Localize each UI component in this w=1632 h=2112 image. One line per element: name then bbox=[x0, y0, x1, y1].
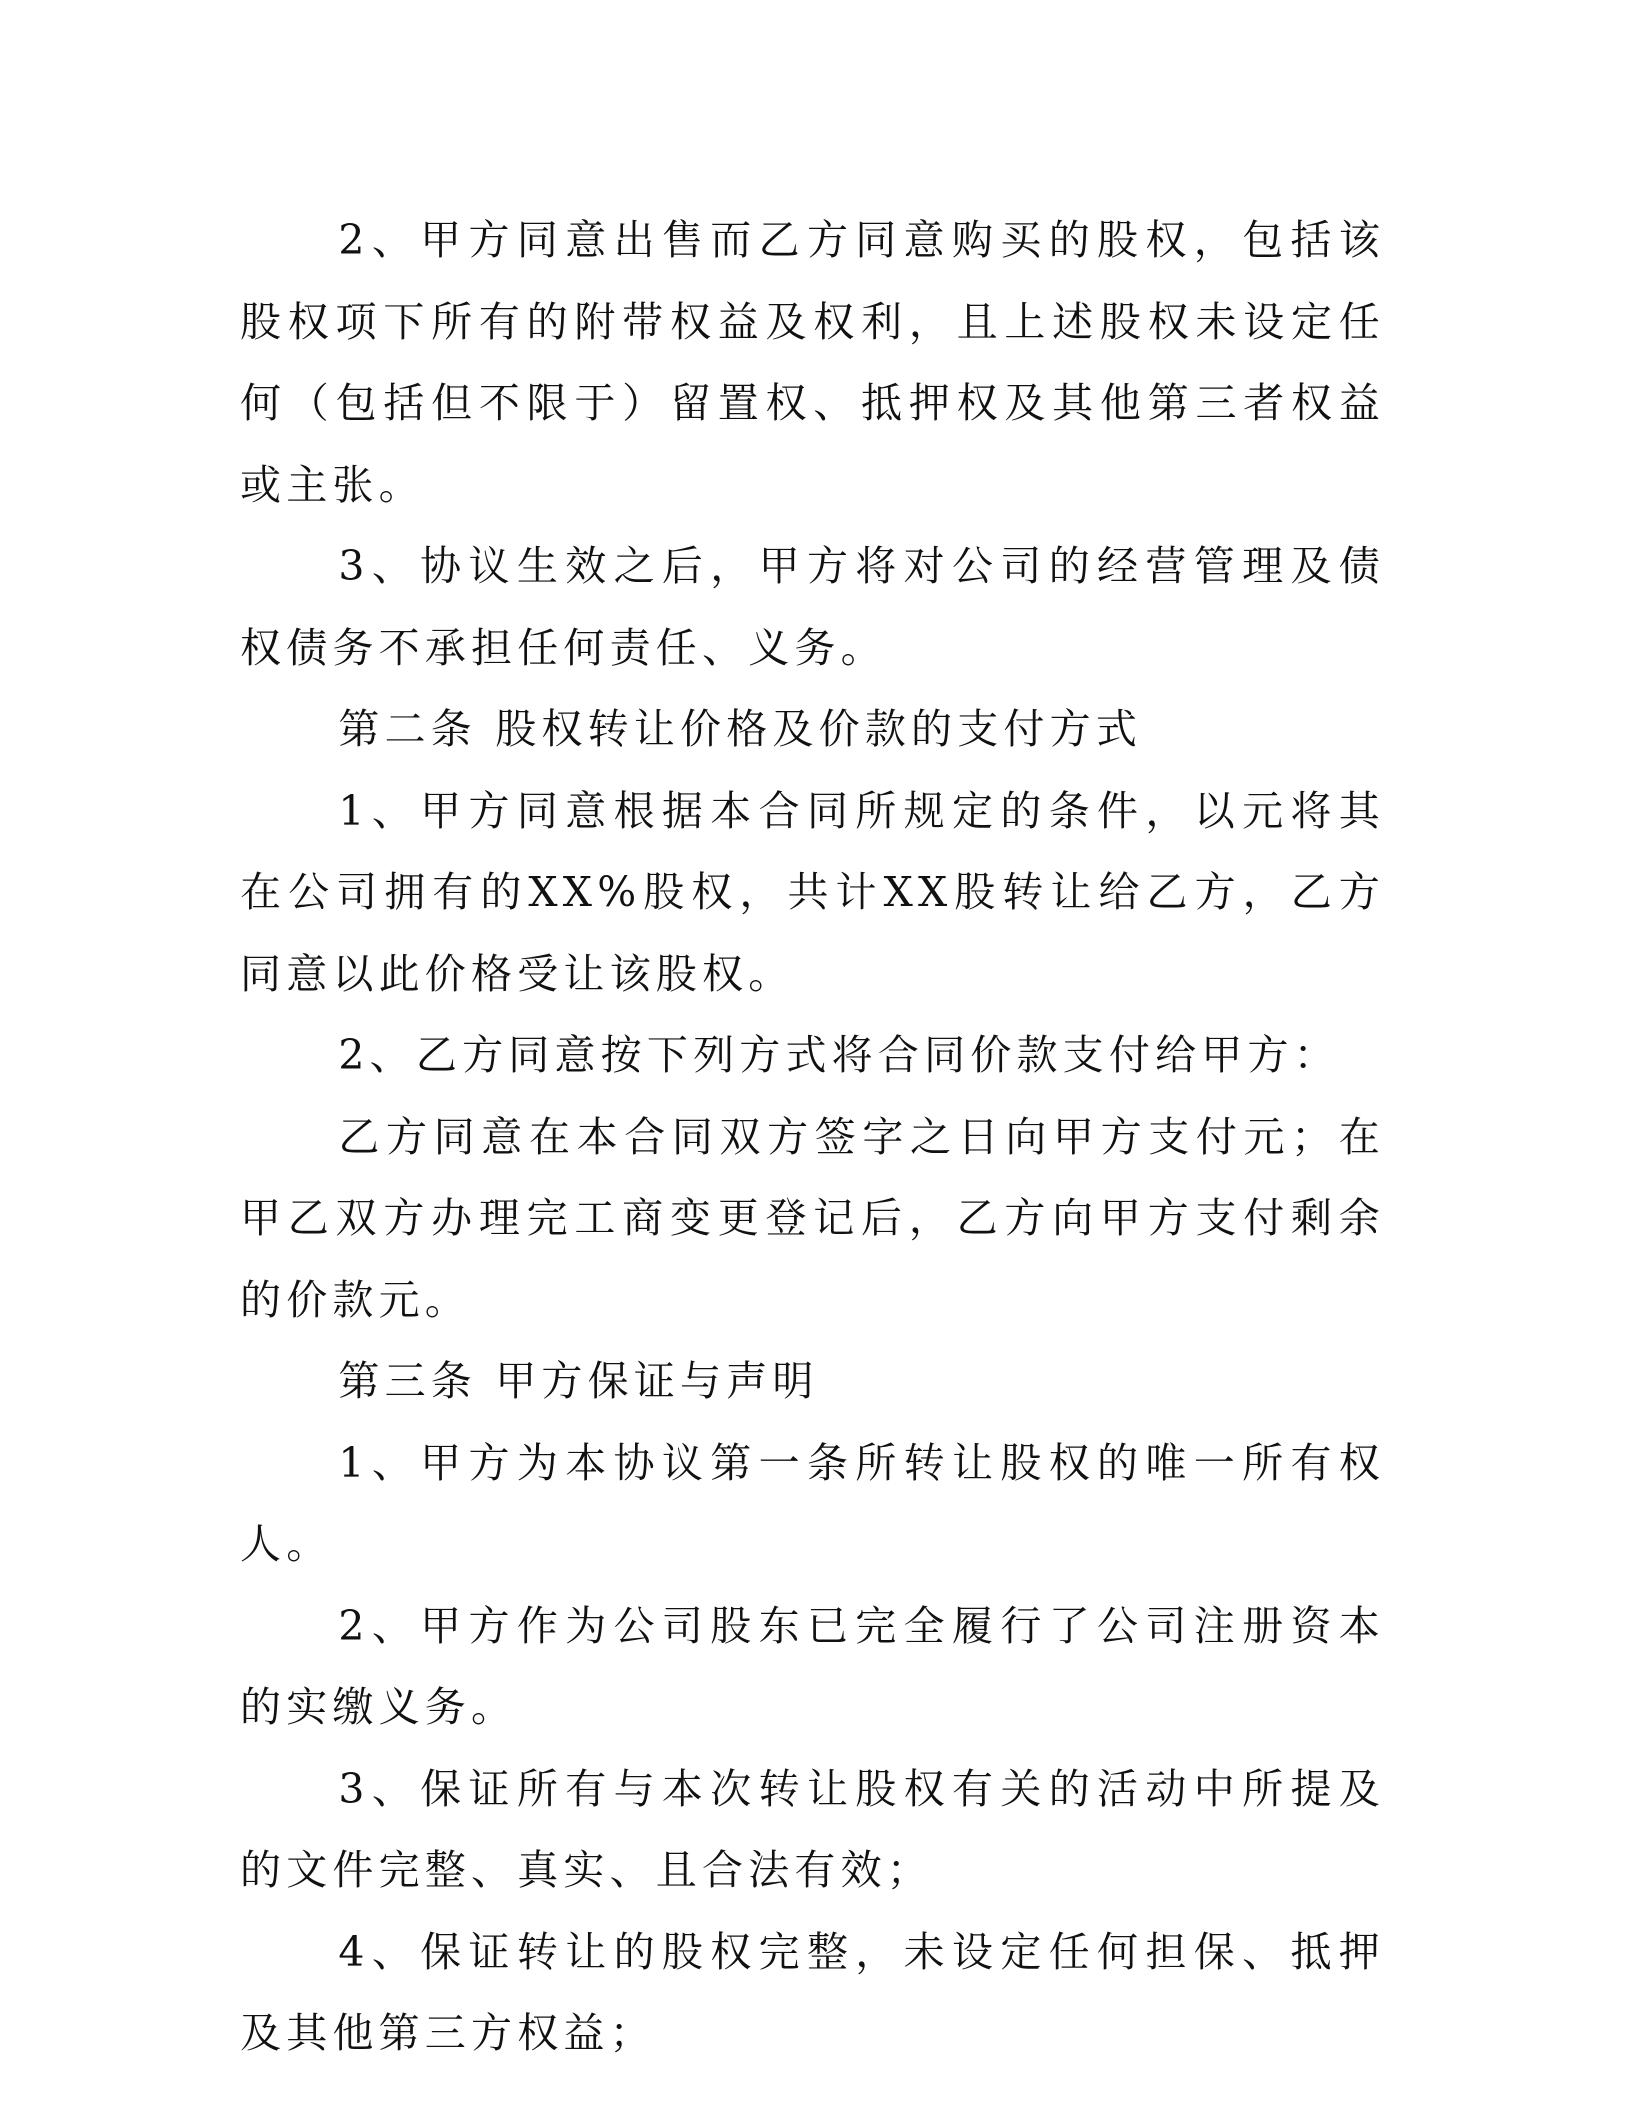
clause-2-1: 1、甲方同意根据本合同所规定的条件，以元将其在公司拥有的XX%股权，共计XX股转让给乙方，乙方同意以此价格受让该股权。 bbox=[240, 786, 1385, 998]
clause-3-2: 2、甲方作为公司股东已完全履行了公司注册资本的实缴义务。 bbox=[240, 1601, 1385, 1731]
article-2-heading: 第二条 股权转让价格及价款的支付方式 bbox=[338, 705, 1143, 753]
article-3-heading: 第三条 甲方保证与声明 bbox=[338, 1357, 819, 1405]
clause-2-2-detail: 乙方同意在本合同双方签字之日向甲方支付元；在甲乙双方办理完工商变更登记后，乙方向甲方支付剩余的价款元。 bbox=[240, 1112, 1385, 1324]
clause-3-3: 3、保证所有与本次转让股权有关的活动中所提及的文件完整、真实、且合法有效； bbox=[240, 1764, 1385, 1894]
clause-3-4: 4、保证转让的股权完整，未设定任何担保、抵押及其他第三方权益； bbox=[240, 1927, 1385, 2057]
document-body bbox=[240, 200, 1385, 2075]
clause-1-3: 3、协议生效之后，甲方将对公司的经营管理及债权债务不承担任何责任、义务。 bbox=[240, 542, 1385, 672]
clause-1-2: 2、甲方同意出售而乙方同意购买的股权，包括该股权项下所有的附带权益及权利，且上述股权未设定任何（包括但不限于）留置权、抵押权及其他第三者权益或主张。 bbox=[240, 216, 1385, 509]
clause-2-2: 2、乙方同意按下列方式将合同价款支付给甲方： bbox=[338, 1031, 1340, 1079]
clause-3-1: 1、甲方为本协议第一条所转让股权的唯一所有权人。 bbox=[240, 1438, 1385, 1568]
